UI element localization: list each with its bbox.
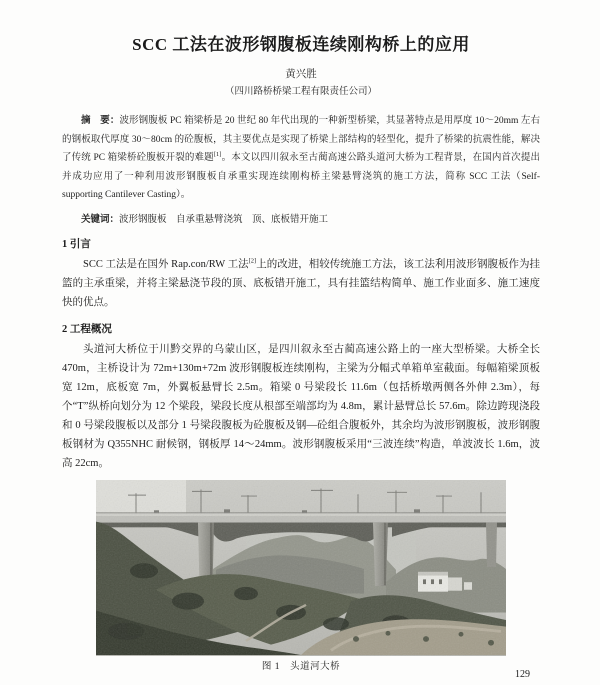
abstract-text-1: 波形钢腹板 PC 箱梁桥是 20 世纪 80 年代出现的一种新型桥梁，其显著特点是用厚度 10～20mm 左右的钢板取代厚度 30～80cm 的砼腹板，其主要优点是实现了桥梁上部结构的轻型化，提升了桥梁的抗震性能，解决了传统 PC 箱梁桥砼腹板开裂的难题: [62, 116, 540, 163]
abstract-text-2: 。本文以四川叙永至古蔺高速公路头道河大桥为工程背景，在国内首次提出并成功应用了一种利用波形钢腹板自承重实现连续刚构桥主梁悬臂浇筑的施工方法，简称 SCC 工法（Self-supporting Cantilever Casting）。: [62, 153, 540, 200]
figure-caption-title: 头道河大桥: [290, 661, 341, 672]
abstract-paragraph: [62, 112, 540, 205]
author-name: 黄兴胜: [285, 69, 317, 80]
bridge-photo: [96, 480, 506, 656]
page-content: [62, 0, 540, 673]
citation-ref-1: [1]: [213, 150, 222, 158]
section-heading-2: 2 工程概况: [62, 323, 112, 335]
citation-ref-2: [2]: [248, 257, 257, 264]
keywords-text: 波形钢腹板 自承重悬臂浇筑 顶、底板错开施工: [119, 214, 329, 225]
figure-caption: [96, 661, 506, 673]
keywords-line: [62, 213, 540, 227]
intro-text-1: SCC 工法是在国外 Rap.con/RW 工法: [83, 258, 249, 270]
overview-paragraph: 头道河大桥位于川黔交界的乌蒙山区，是四川叙永至古蔺高速公路上的一座大型桥梁。大桥全长 470m，主桥设计为 72m+130m+72m 波形钢腹板连续刚构，主梁为分幅式单箱单室截面。每幅箱梁顶板宽 12m，底板宽 7m，外翼板悬臂长 2.5m。箱梁 0 号梁段长 11.6m（包括桥墩两侧各外伸 2.3m），每个“T”纵桥向划分为 12 个梁段，梁段长度从根部至端部均为 4.8m，累计悬臂总长 57.6m。除边跨现浇段和 0 号梁段腹板以及部分 1 号梁段腹板为砼腹板及钢—砼组合腹板外，其余均为波形钢腹板，波形钢腹板钢材为 Q355NHC 耐候钢，钢板厚 14～24mm。波形钢腹板采用“三波连续”构造，单波波长 1.6m，波高 22cm。: [62, 343, 540, 469]
paper-title: SCC 工法在波形钢腹板连续刚构桥上的应用: [132, 35, 470, 54]
intro-text-2: 上的改进，相较传统施工方法，该工法利用波形钢腹板作为挂篮的主承重梁，并将主梁悬浇节段的顶、底板错开施工，具有挂篮结构简单、施工作业面多、施工速度快的优点。: [62, 258, 541, 308]
abstract-label: 摘 要：: [81, 116, 120, 126]
section-heading-1: 1 引言: [62, 238, 91, 250]
figure-caption-label: 图 1: [261, 661, 281, 672]
author-affiliation: （四川路桥桥梁工程有限责任公司）: [224, 87, 377, 97]
page-number: 129: [515, 669, 530, 680]
keywords-label: 关键词：: [81, 214, 120, 225]
figure-1: [96, 480, 506, 673]
introduction-paragraph: [62, 255, 540, 312]
